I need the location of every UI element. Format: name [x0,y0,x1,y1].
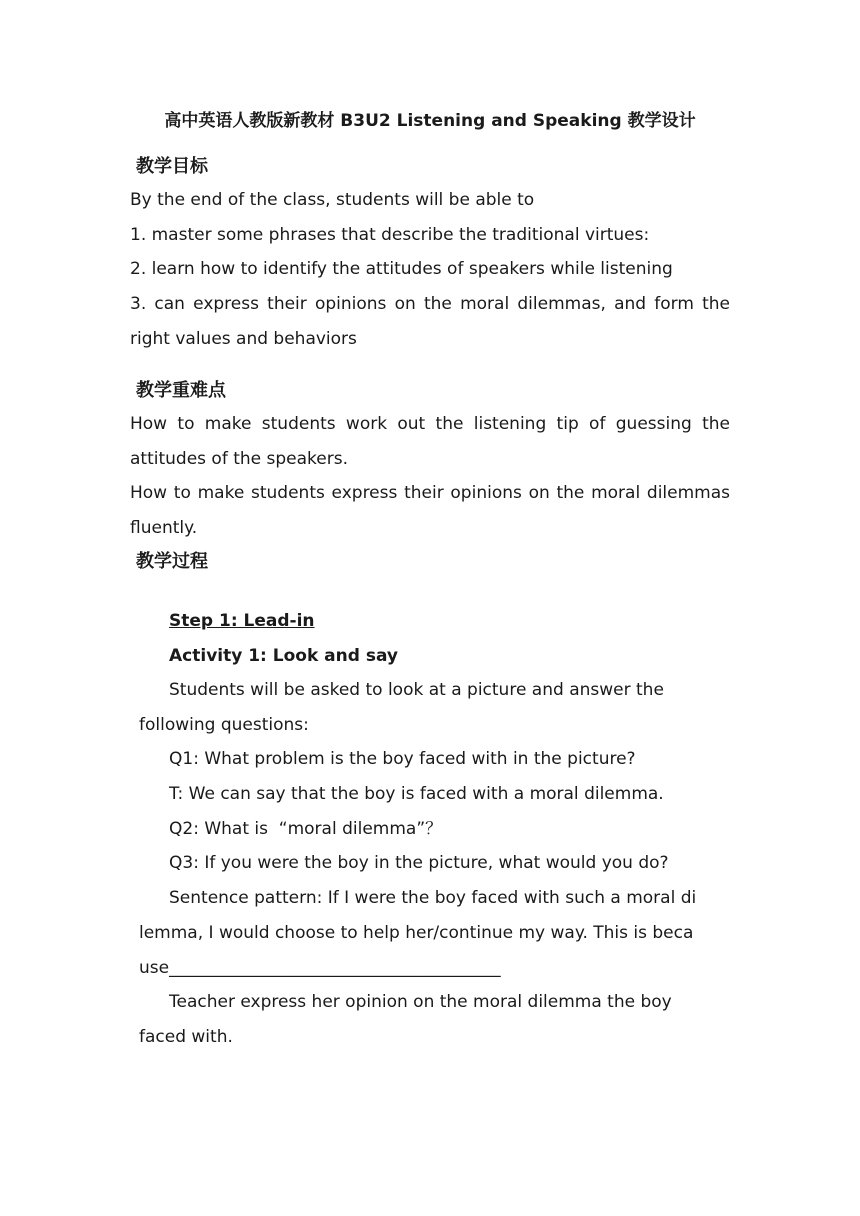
activity-description: Students will be asked to look at a picture and answer the following questions: [139,680,664,735]
heading-key-points: 教学重难点 [136,380,226,401]
objective-1: 1. master some phrases that describe the traditional virtues: [130,225,650,245]
step-title: Step 1: Lead-in [169,611,315,631]
heading-teaching-process: 教学过程 [136,551,208,572]
sentence-pattern: Sentence pattern: If I were the boy faced with such a moral dilemma, I would choose to help her/continue my way. This is because_______________________________________ [139,888,697,978]
question-2: Q2: What is “moral dilemma”？ [169,819,443,839]
objectives-intro: By the end of the class, students will be able to [130,190,535,210]
document-title: 高中英语人教版新教材 B3U2 Listening and Speaking 教学设计 [164,111,696,131]
heading-teaching-objectives: 教学目标 [136,156,208,177]
activity-title: Activity 1: Look and say [169,646,398,666]
question-1: Q1: What problem is the boy faced with in the picture? [169,749,636,769]
key-point-2: How to make students express their opinions on the moral dilemmas fluently. [130,483,730,538]
question-3: Q3: If you were the boy in the picture, what would you do? [169,853,669,873]
key-point-1: How to make students work out the listening tip of guessing the attitudes of the speakers. [130,414,730,469]
teacher-opinion: Teacher express her opinion on the moral dilemma the boy faced with. [139,992,672,1047]
teacher-line-1: T: We can say that the boy is faced with a moral dilemma. [169,784,664,804]
objective-2: 2. learn how to identify the attitudes of speakers while listening [130,259,673,279]
objective-3: 3. can express their opinions on the moral dilemmas, and form the right values and behaviors [130,294,730,349]
